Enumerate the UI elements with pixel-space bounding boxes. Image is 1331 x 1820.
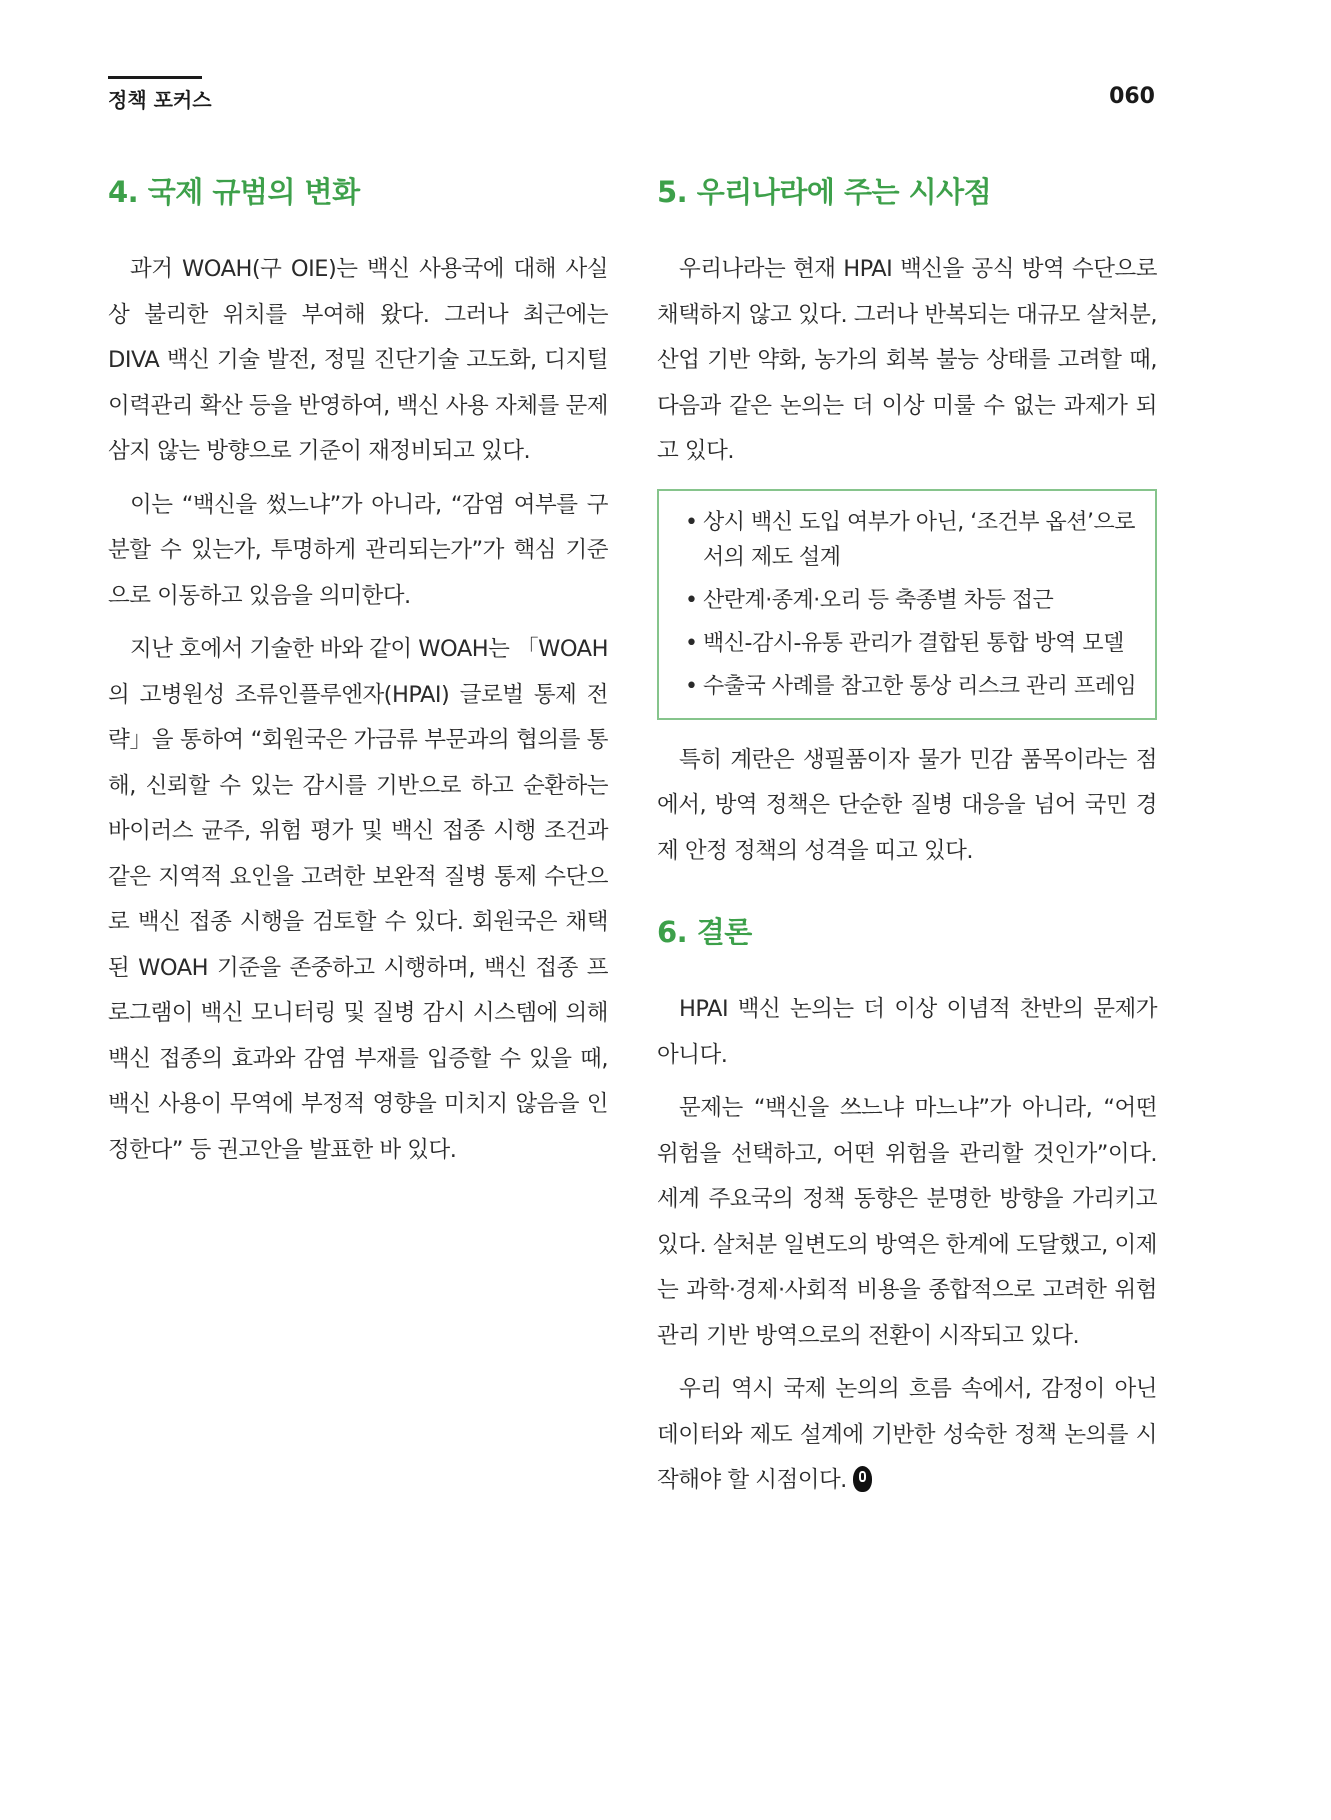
- body-paragraph: 특히 계란은 생필품이자 물가 민감 품목이라는 점에서, 방역 정책은 단순한 질병 대응을 넘어 국민 경제 안정 정책의 성격을 띠고 있다.: [657, 746, 1157, 864]
- body-paragraph: 과거 WOAH(구 OIE)는 백신 사용국에 대해 사실상 불리한 위치를 부여해 왔다. 그러나 최근에는 DIVA 백신 기술 발전, 정밀 진단기술 고도화, 디지털 이력관리 확산 등을 반영하여, 백신 사용 자체를 문제 삼지 않는 방향으로 기준이 재정비되고 있다.: [108, 256, 608, 464]
- section-heading-5: 5. 우리나라에 주는 시사점: [657, 175, 992, 209]
- header-rule: [108, 76, 202, 79]
- body-paragraph: 문제는 “백신을 쓰느냐 마느냐”가 아니라, “어떤 위험을 선택하고, 어떤 위험을 관리할 것인가”이다. 세계 주요국의 정책 동향은 분명한 방향을 가리키고 있다. 살처분 일변도의 방역은 한계에 도달했고, 이제는 과학·경제·사회적 비용을 종합적으로 고려한 위험관리 기반 방역으로의 전환이 시작되고 있다.: [657, 1095, 1157, 1349]
- end-of-article-icon: [853, 1466, 872, 1492]
- implications-box: [657, 489, 1157, 720]
- final-text: 우리 역시 국제 논의의 흐름 속에서, 감정이 아닌 데이터와 제도 설계에 기반한 성숙한 정책 논의를 시작해야 할 시점이다.: [657, 1376, 1157, 1493]
- left-column: [108, 170, 608, 1181]
- body-paragraph: 이는 “백신을 썼느냐”가 아니라, “감염 여부를 구분할 수 있는가, 투명하게 관리되는가”가 핵심 기준으로 이동하고 있음을 의미한다.: [108, 491, 608, 609]
- right-column: [657, 170, 1157, 1512]
- body-paragraph: HPAI 백신 논의는 더 이상 이념적 찬반의 문제가 아니다.: [657, 996, 1157, 1068]
- list-item: • 수출국 사례를 참고한 통상 리스크 관리 프레임: [685, 669, 1137, 704]
- body-paragraph: 지난 호에서 기술한 바와 같이 WOAH는 「WOAH의 고병원성 조류인플루엔자(HPAI) 글로벌 통제 전략」을 통하여 “회원국은 가금류 부문과의 협의를 통해, 신뢰할 수 있는 감시를 기반으로 하고 순환하는 바이러스 균주, 위험 평가 및 백신 접종 시행 조건과 같은 지역적 요인을 고려한 보완적 질병 통제 수단으로 백신 접종 시행을 검토할 수 있다. 회원국은 채택된 WOAH 기준을 존중하고 시행하며, 백신 접종 프로그램이 백신 모니터링 및 질병 감시 시스템에 의해 백신 접종의 효과와 감염 부재를 입증할 수 있을 때, 백신 사용이 무역에 부정적 영향을 미치지 않음을 인정한다” 등 권고안을 발표한 바 있다.: [108, 636, 608, 1163]
- list-item: • 백신-감시-유통 관리가 결합된 통합 방역 모델: [685, 626, 1137, 661]
- section-heading-6: 6. 결론: [657, 915, 752, 949]
- list-item: • 상시 백신 도입 여부가 아닌, ‘조건부 옵션’으로서의 제도 설계: [685, 505, 1137, 575]
- body-paragraph: 우리나라는 현재 HPAI 백신을 공식 방역 수단으로 채택하지 않고 있다. 그러나 반복되는 대규모 살처분, 산업 기반 약화, 농가의 회복 불능 상태를 고려할 때, 다음과 같은 논의는 더 이상 미룰 수 없는 과제가 되고 있다.: [657, 256, 1157, 464]
- list-item: • 산란계·종계·오리 등 축종별 차등 접근: [685, 583, 1137, 618]
- body-paragraph-final: [657, 1367, 1157, 1504]
- section-label: 정책 포커스: [108, 88, 212, 112]
- implications-list: [685, 505, 1137, 704]
- section-heading-4: 4. 국제 규범의 변화: [108, 175, 360, 209]
- page-number: 060: [1109, 84, 1155, 109]
